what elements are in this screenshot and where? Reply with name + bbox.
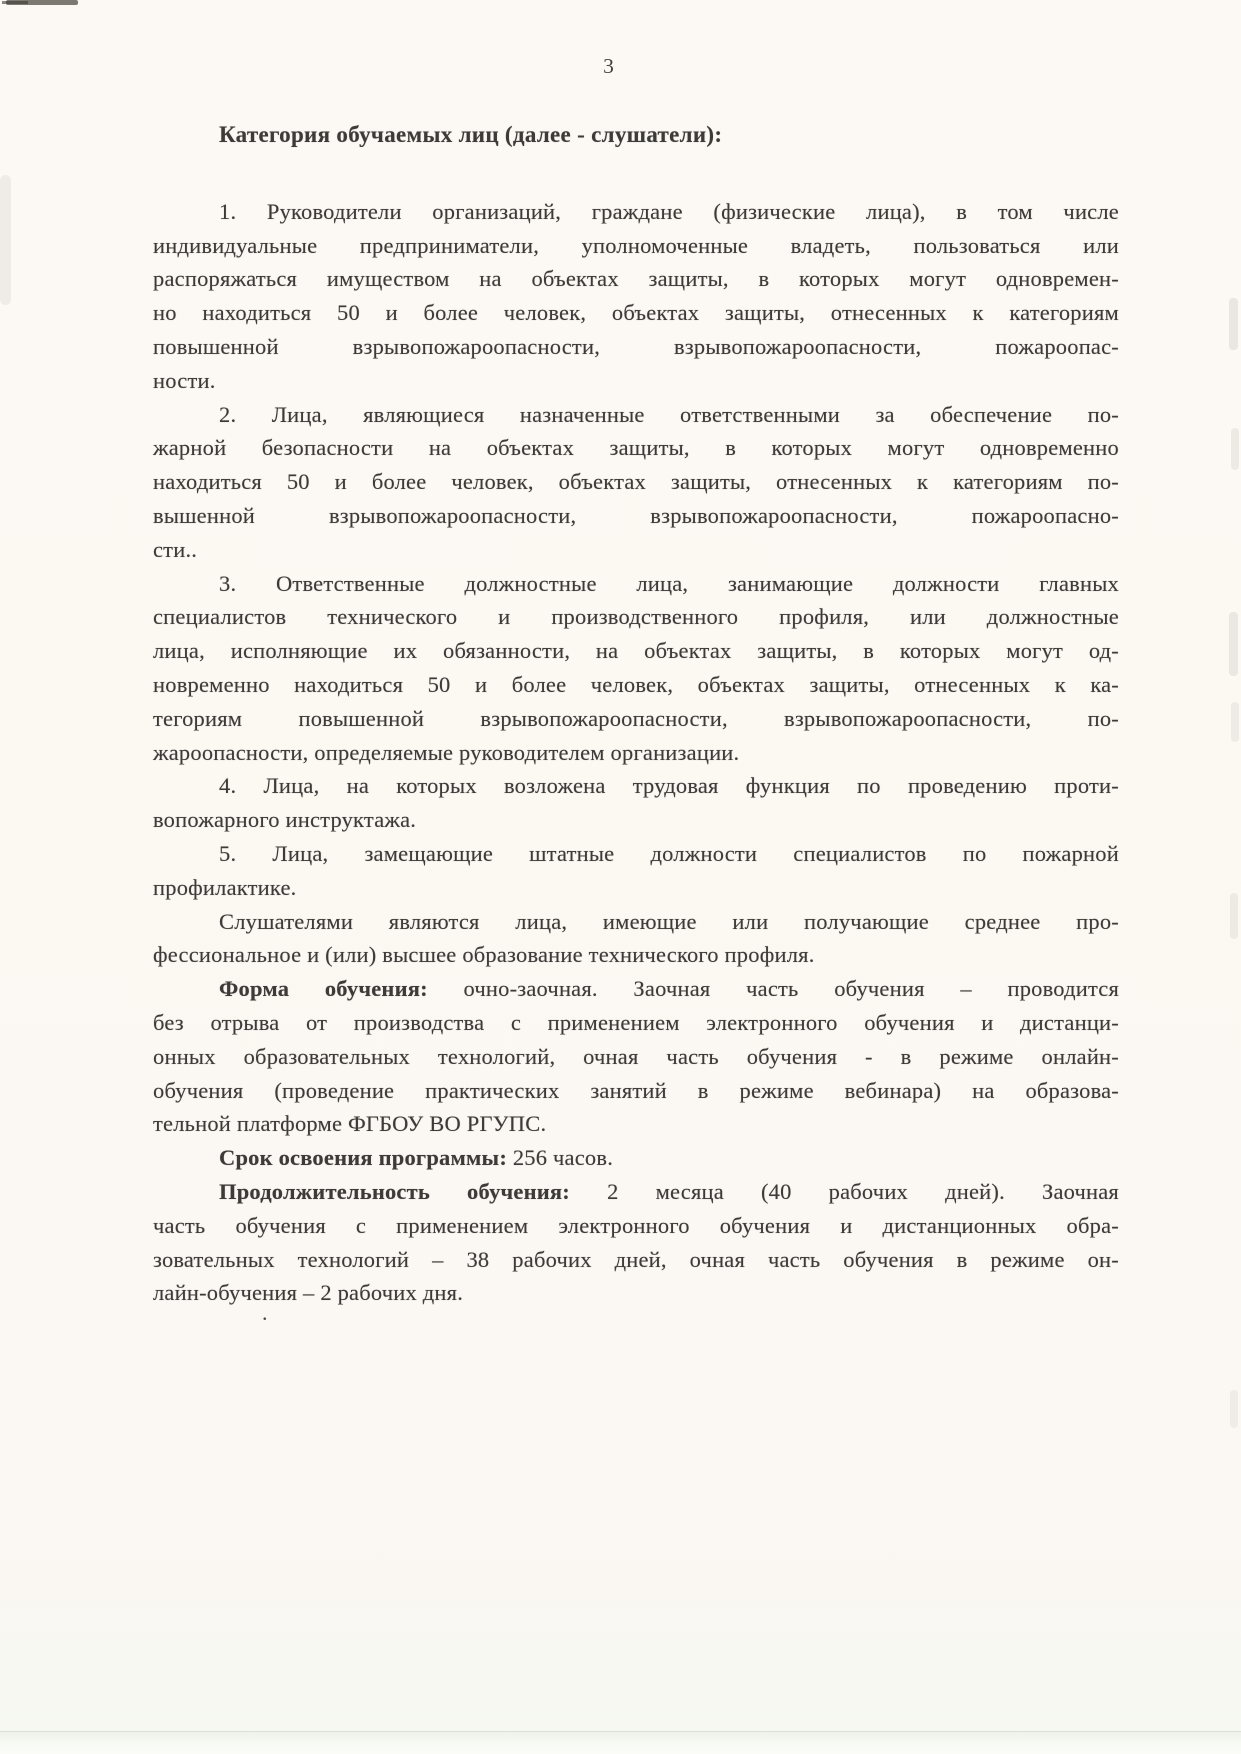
scan-artifact-right-edge bbox=[1230, 1390, 1238, 1428]
text-segment: очно-заочная. Заочная часть обучения – проводится bbox=[427, 976, 1119, 1002]
text-line: 2. Лица, являющиеся назначенные ответственными за обеспечение по- bbox=[219, 401, 1119, 427]
paragraph-1 bbox=[153, 195, 1119, 398]
text-line: вопожарного инструктажа. bbox=[153, 807, 417, 833]
text-line: тегориям повышенной взрывопожароопасности, взрывопожароопасности, по- bbox=[153, 705, 1119, 731]
text-line: 1. Руководители организаций, граждане (физические лица), в том числе bbox=[219, 198, 1119, 224]
text-line: повышенной взрывопожароопасности, взрывопожароопасности, пожароопас- bbox=[153, 333, 1119, 359]
text-line: Слушателями являются лица, имеющие или получающие среднее про- bbox=[219, 908, 1119, 934]
text-line bbox=[153, 1175, 1119, 1209]
text-line: вышенной взрывопожароопасности, взрывопожароопасности, пожароопасно- bbox=[153, 502, 1119, 528]
scan-artifact-right-edge bbox=[1229, 298, 1238, 350]
paragraph-lead: Форма обучения: bbox=[219, 976, 428, 1002]
text-line: находиться 50 и более человек, объектах защиты, отнесенных к категориям по- bbox=[153, 469, 1119, 495]
text-line: 3. Ответственные должностные лица, занимающие должности главных bbox=[219, 570, 1119, 596]
text-line: тельной платформе ФГБОУ ВО РГУПС. bbox=[153, 1111, 547, 1137]
text-line: но находиться 50 и более человек, объектах защиты, отнесенных к категориям bbox=[153, 300, 1119, 326]
paragraph-6 bbox=[153, 905, 1119, 973]
scan-artifact-top-left bbox=[6, 0, 78, 5]
text-line: лайн-обучения – 2 рабочих дня. bbox=[153, 1280, 464, 1306]
paragraph-form-of-study bbox=[153, 972, 1119, 1141]
page-number: 3 bbox=[603, 54, 614, 78]
text-line: профилактике. bbox=[153, 874, 297, 900]
text-line: лица, исполняющие их обязанности, на объектах защиты, в которых могут од- bbox=[153, 638, 1119, 664]
scan-artifact-right-edge bbox=[1229, 612, 1238, 676]
scan-artifact-bottom-band bbox=[0, 1731, 1241, 1754]
scan-artifact-right-edge bbox=[1231, 428, 1239, 470]
paragraph-training-duration bbox=[153, 1175, 1119, 1310]
text-line: новременно находиться 50 и более человек, объектах защиты, отнесенных к ка- bbox=[153, 671, 1119, 697]
text-line: специалистов технического и производственного профиля, или должностные bbox=[153, 604, 1119, 630]
document-heading: Категория обучаемых лиц (далее - слушатели): bbox=[219, 122, 723, 147]
paragraph-lead: Срок освоения программы: bbox=[219, 1145, 508, 1171]
text-line: сти.. bbox=[153, 536, 198, 562]
text-line: часть обучения с применением электронного обучения и дистанционных обра- bbox=[153, 1212, 1119, 1238]
text-line bbox=[153, 972, 1119, 1006]
text-line: индивидуальные предприниматели, уполномоченные владеть, пользоваться или bbox=[153, 232, 1119, 258]
paragraph-5 bbox=[153, 837, 1119, 905]
text-line: обучения (проведение практических занятий в режиме вебинара) на образова- bbox=[153, 1077, 1119, 1103]
text-line bbox=[153, 1141, 1119, 1175]
paragraph-4 bbox=[153, 769, 1119, 837]
text-line: онных образовательных технологий, очная часть обучения - в режиме онлайн- bbox=[153, 1043, 1119, 1069]
scan-artifact-top-left-dark bbox=[2, 1, 28, 4]
paragraph-3 bbox=[153, 567, 1119, 770]
text-line: 4. Лица, на которых возложена трудовая функция по проведению проти- bbox=[219, 773, 1119, 799]
text-line: 5. Лица, замещающие штатные должности специалистов по пожарной bbox=[219, 840, 1119, 866]
document-body bbox=[153, 118, 1119, 1310]
text-segment: 2 месяца (40 рабочих дней). Заочная bbox=[570, 1178, 1119, 1204]
text-line: ности. bbox=[153, 367, 216, 393]
paragraph-2 bbox=[153, 398, 1119, 567]
text-line: жарной безопасности на объектах защиты, в которых могут одновременно bbox=[153, 435, 1119, 461]
text-line: фессиональное и (или) высшее образование технического профиля. bbox=[153, 942, 815, 968]
text-segment: 256 часов. bbox=[507, 1145, 614, 1171]
scan-artifact-right-edge bbox=[1230, 893, 1238, 939]
text-line: без отрыва от производства с применением электронного обучения и дистанци- bbox=[153, 1009, 1119, 1035]
scan-artifact-right-edge bbox=[1231, 702, 1239, 742]
paragraph-program-duration-hours bbox=[153, 1141, 1119, 1175]
stray-dot-mark: . bbox=[262, 1300, 268, 1325]
text-line: зовательных технологий – 38 рабочих дней, очная часть обучения в режиме он- bbox=[153, 1246, 1119, 1272]
paragraph-lead: Продолжительность обучения: bbox=[219, 1178, 570, 1204]
scan-artifact-left-edge bbox=[0, 175, 11, 305]
text-line: распоряжаться имуществом на объектах защиты, в которых могут одновремен- bbox=[153, 266, 1119, 292]
text-line: жароопасности, определяемые руководителем организации. bbox=[153, 739, 740, 765]
